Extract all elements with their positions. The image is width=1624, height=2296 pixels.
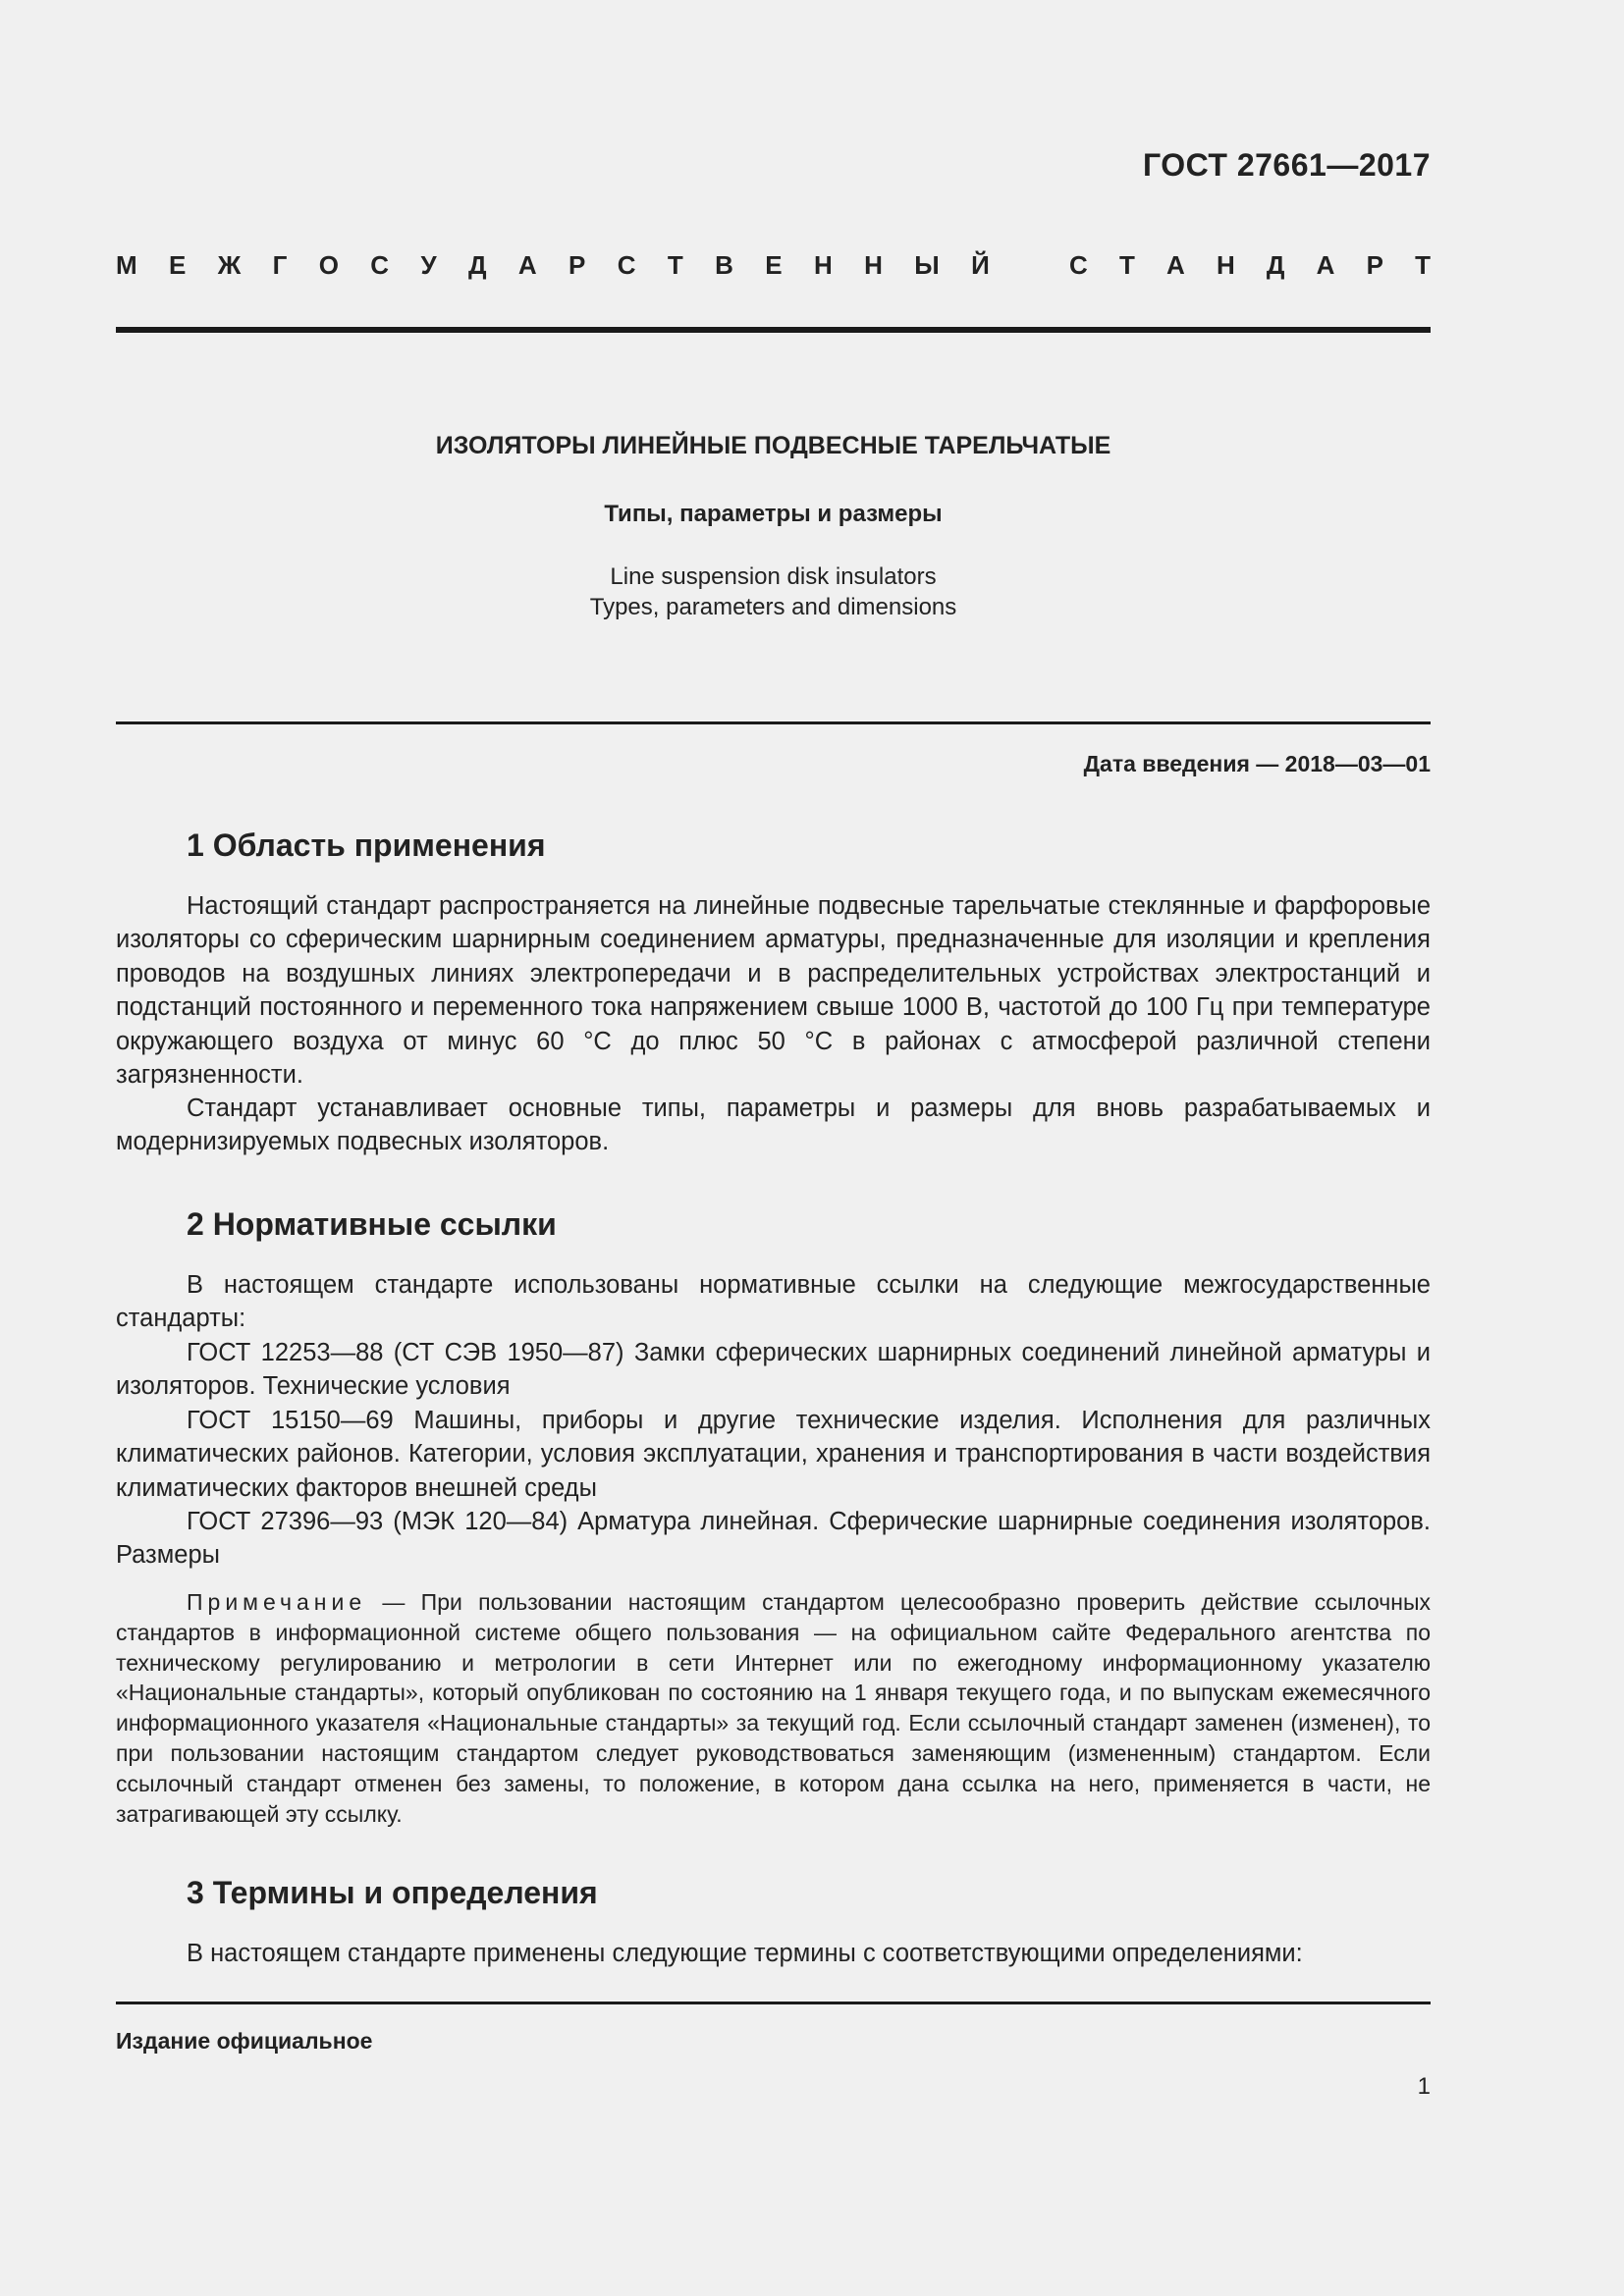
standard-type-word-standard: С Т А Н Д А Р Т — [1069, 250, 1431, 280]
header-divider — [116, 327, 1431, 333]
document-subtitle: Типы, параметры и размеры — [604, 501, 943, 527]
english-title-line-2: Types, parameters and dimensions — [589, 594, 957, 620]
section-2-heading: 2 Нормативные ссылки — [187, 1206, 557, 1242]
reference-item: ГОСТ 15150—69 Машины, приборы и другие технические изделия. Исполнения для различных климатических районов. Категории, условия эксплуатации, хранения и транспортирования в части воздействия климатических факторов внешней среды — [116, 1407, 1431, 1502]
section-3-heading: 3 Термины и определения — [187, 1875, 598, 1910]
document-number: ГОСТ 27661—2017 — [1142, 147, 1431, 183]
section-1-heading: 1 Область применения — [187, 828, 546, 863]
english-title — [116, 561, 1431, 622]
reference-item: ГОСТ 27396—93 (МЭК 120—84) Арматура линейная. Сферические шарнирные соединения изоляторов. Размеры — [116, 1508, 1431, 1570]
section-3-paragraph-1: В настоящем стандарте применены следующие термины с соответствующими определениями: — [187, 1940, 1303, 1967]
section-2-paragraph-1: В настоящем стандарте использованы нормативные ссылки на следующие межгосударственные стандарты: — [116, 1271, 1431, 1333]
note-label: Примечание — [187, 1589, 367, 1615]
section-1-paragraph-1: Настоящий стандарт распространяется на линейные подвесные тарельчатые стеклянные и фарфоровые изоляторы со сферическим шарнирным соединением арматуры, предназначенные для изоляции и крепления проводов на воздушных линиях электропередачи и в распределительных устройствах электростанций и подстанций постоянного и переменного тока напряжением свыше 1000 В, частотой до 100 Гц при температуре окружающего воздуха от минус 60 °С до плюс 50 °С в районах с атмосферой различной степени загрязненности. — [116, 892, 1431, 1090]
note-paragraph — [116, 1587, 1431, 1829]
reference-item: ГОСТ 12253—88 (СТ СЭВ 1950—87) Замки сферических шарнирных соединений линейной арматуры и изоляторов. Технические условия — [116, 1339, 1431, 1401]
official-edition-label: Издание официальное — [116, 2028, 373, 2054]
note-text: — При пользовании настоящим стандартом целесообразно проверить действие ссылочных стандартов в информационной системе общего пользования — на официальном сайте Федерального агентства по техническому регулированию и метрологии в сети Интернет или по ежегодному информационному указателю «Национальные стандарты», который опубликован по состоянию на 1 января текущего года, и по выпускам ежемесячного информационного указателя «Национальные стандарты» за текущий год. Если ссылочный стандарт заменен (изменен), то при пользовании настоящим стандартом следует руководствоваться заменяющим (измененным) стандартом. Если ссылочный стандарт отменен без замены, то положение, в котором дана ссылка на него, применяется в части, не затрагивающей эту ссылку. — [116, 1589, 1431, 1827]
footer-divider — [116, 2002, 1431, 2004]
section-1-paragraph-2: Стандарт устанавливает основные типы, параметры и размеры для вновь разрабатываемых и модернизируемых подвесных изоляторов. — [116, 1095, 1431, 1156]
standard-type-word-interstate: М Е Ж Г О С У Д А Р С Т В Е Н Н Ы Й — [116, 250, 990, 280]
title-divider — [116, 721, 1431, 724]
introduction-date: Дата введения — 2018—03—01 — [1083, 751, 1431, 776]
page-number: 1 — [1417, 2073, 1431, 2100]
standard-type-heading — [116, 250, 1431, 281]
english-title-line-1: Line suspension disk insulators — [610, 563, 937, 590]
document-title: ИЗОЛЯТОРЫ ЛИНЕЙНЫЕ ПОДВЕСНЫЕ ТАРЕЛЬЧАТЫЕ — [435, 432, 1111, 459]
